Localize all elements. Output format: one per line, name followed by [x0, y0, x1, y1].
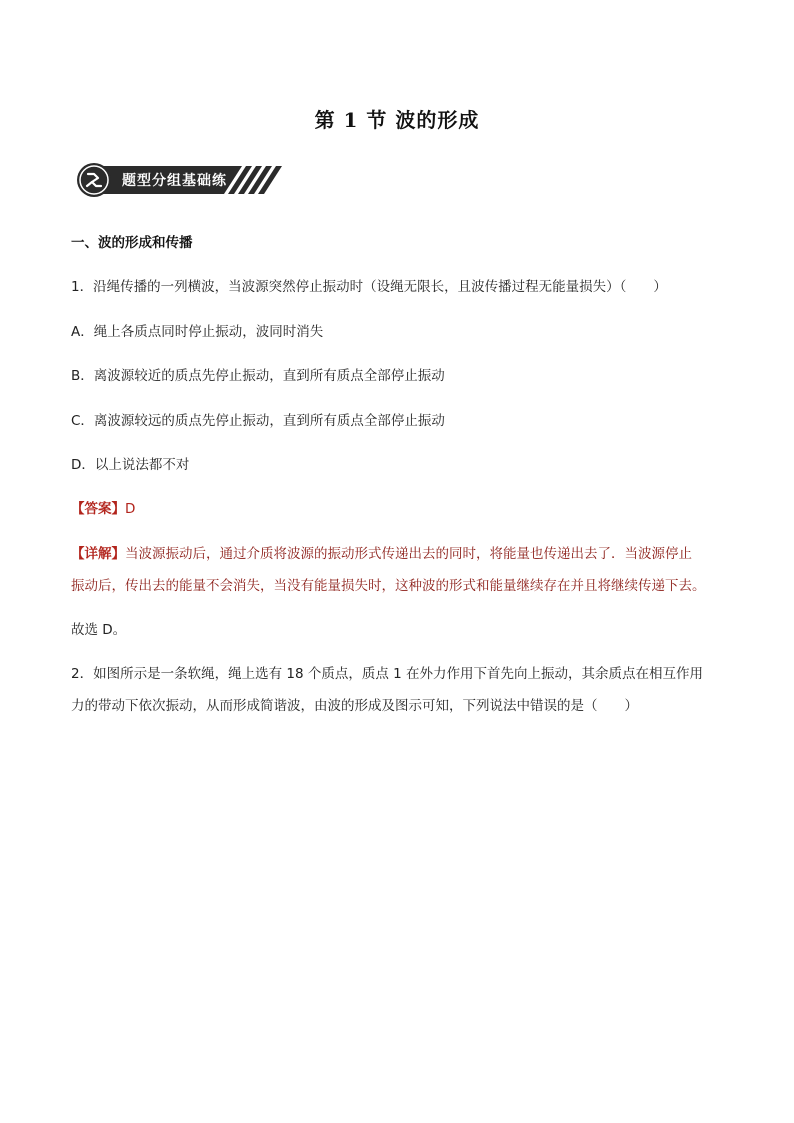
question-2-line-1: 2．如图所示是一条软绳，绳上选有 18 个质点，质点 1 在外力作用下首先向上振动，其余质点在相互作用 — [71, 666, 704, 682]
banner-label: 题型分组基础练 — [122, 173, 227, 189]
question-1-option-c: C．离波源较远的质点先停止振动，直到所有质点全部停止振动 — [71, 413, 445, 429]
explanation-line-2: 振动后，传出去的能量不会消失，当没有能量损失时，这种波的形式和能量继续存在并且将继续传递下去。 — [71, 578, 706, 594]
question-1-option-d: D．以上说法都不对 — [71, 457, 190, 473]
page-title: 第 1 节 波的形成 — [314, 108, 480, 132]
question-1-stem: 1．沿绳传播的一列横波，当波源突然停止振动时（设绳无限长，且波传播过程无能量损失）（ ） — [71, 279, 667, 295]
explanation-tag: 【详解】 — [71, 546, 125, 562]
section-heading: 一、波的形成和传播 — [71, 235, 193, 251]
question-1-option-a: A．绳上各质点同时停止振动，波同时消失 — [71, 324, 324, 340]
answer-tag: 【答案】 — [71, 501, 125, 517]
question-1-conclusion: 故选 D。 — [71, 622, 127, 638]
answer-line — [71, 499, 135, 519]
question-1-option-b: B．离波源较近的质点先停止振动，直到所有质点全部停止振动 — [71, 368, 445, 384]
question-2-line-2: 力的带动下依次振动，从而形成简谐波，由波的形成及图示可知，下列说法中错误的是（ ） — [71, 698, 638, 714]
answer-value: D — [125, 501, 136, 517]
explanation-line-1 — [71, 544, 692, 564]
section-banner — [74, 162, 284, 198]
explanation-text-1: 当波源振动后，通过介质将波源的振动形式传递出去的同时，将能量也传递出去了．当波源停止 — [125, 546, 692, 562]
